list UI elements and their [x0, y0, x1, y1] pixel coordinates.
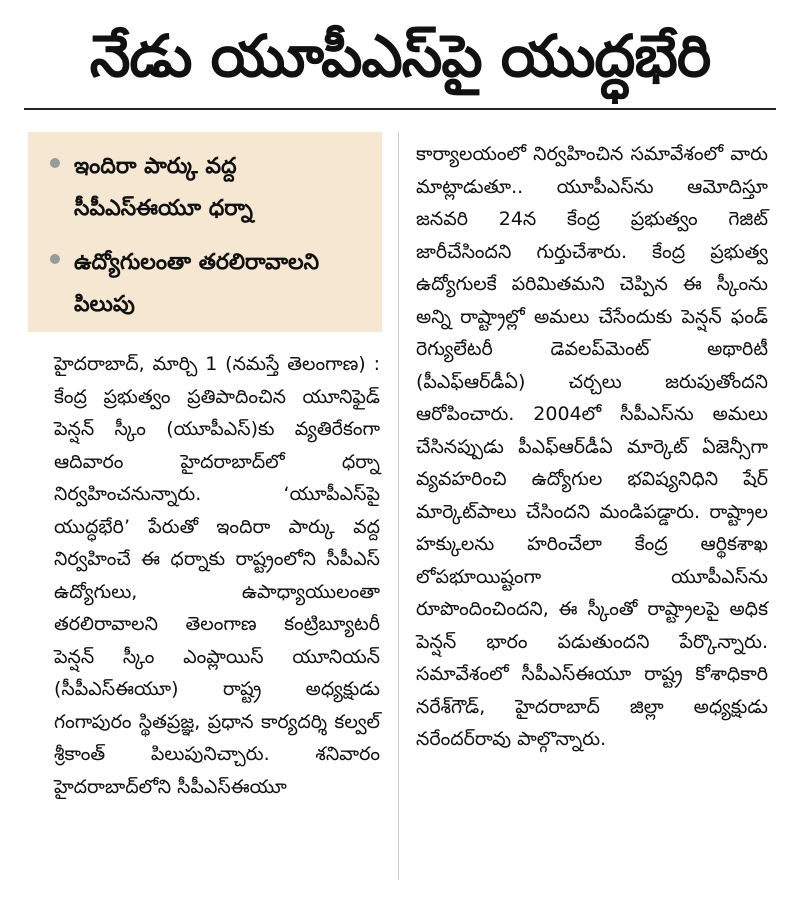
article-body-left: హైదరాబాద్‌, మార్చి 1 (నమస్తే తెలంగాణ) : కేంద్ర ప్రభుత్వం ప్రతిపాదించిన యూనిఫైడ్‌ పెన్షన్‌ స్కీం (యూపీఎస్‌)కు వ్యతిరేకంగా ఆదివారం హైదరాబాద్‌లో ధర్నా నిర్వహించనున్నారు. ‘యూపీఎస్‌పై యుద్ధభేరి’ పేరుతో ఇందిరా పార్కు వద్ద నిర్వహించే ఈ ధర్నాకు రాష్ట్రంలోని సీపీఎస్‌ ఉద్యోగులు, ఉపాధ్యాయులంతా తరలిరావాలని తెలంగాణ కంట్రిబ్యూటరీ పెన్షన్‌ స్కీం ఎంప్లాయిస్‌ యూనియన్‌ (సీపీఎస్‌ఈయూ) రాష్ట్ర అధ్యక్షుడు గంగాపురం స్థితప్రజ్ఞ, ప్రధాన కార్యదర్శి కల్వల్‌ శ్రీకాంత్‌ పిలుపునిచ్చారు. శనివారం హైదరాబాద్‌లోని సీపీఎస్‌ఈయూ	[54, 353, 380, 798]
article-body-right: కార్యాలయంలో నిర్వహించిన సమావేశంలో వారు మాట్లాడుతూ.. యూపీఎస్‌ను ఆమోదిస్తూ జనవరి 24న కేంద్ర ప్రభుత్వం గెజిట్‌ జారీచేసిందని గుర్తుచేశారు. కేంద్ర ప్రభుత్వ ఉద్యోగులకే పరిమితమని చెప్పిన ఈ స్కీంను అన్ని రాష్ట్రాల్లో అమలు చేసేందుకు పెన్షన్‌ ఫండ్‌ రెగ్యులేటరీ డెవలప్‌మెంట్‌ అథారిటీ (పీఎఫ్‌ఆర్‌డీఏ) చర్చలు జరుపుతోందని ఆరోపించారు. 2004లో సీపీఎస్‌ను అమలు చేసినప్పుడు పీఎఫ్‌ఆర్‌డీఏ మార్కెట్‌ ఏజెన్సీగా వ్యవహరించి ఉద్యోగుల భవిష్యనిధిని షేర్‌ మార్కెట్‌పాలు చేసిందని మండిపడ్డారు. రాష్ట్రాల హక్కులను హరించేలా కేంద్ర ఆర్థికశాఖ లోపభూయిష్టంగా యూపీఎస్‌ను రూపొందించిందని, ఈ స్కీంతో రాష్ట్రాలపై అధిక పెన్షన్‌ భారం పడుతుందని పేర్కొన్నారు. సమావేశంలో సీపీఎస్‌ఈయూ రాష్ట్ర కోశాధికారి నరేశ్‌గౌడ్‌, హైదరాబాద్‌ జిల్లా అధ్యక్షుడు నరేందర్‌రావు పాల్గొన్నారు.	[416, 143, 768, 750]
headline-rule	[24, 108, 776, 110]
highlight-text: ఉద్యోగులంతా తరలిరావాలని పిలుపు	[74, 250, 320, 317]
column-divider	[398, 132, 399, 880]
bullet-icon	[50, 158, 60, 168]
highlight-item	[50, 146, 368, 230]
bullet-icon	[50, 254, 60, 264]
headline: నేడు యూపీఎస్‌పై యుద్ధభేరి	[89, 22, 711, 90]
article-column-right	[416, 138, 768, 756]
highlights-box	[28, 132, 382, 332]
highlight-item	[50, 242, 368, 326]
article-column-left	[54, 348, 380, 803]
highlight-text: ఇందిరా పార్కు వద్ద సీపీఎస్‌ఈయూ ధర్నా	[74, 154, 253, 221]
